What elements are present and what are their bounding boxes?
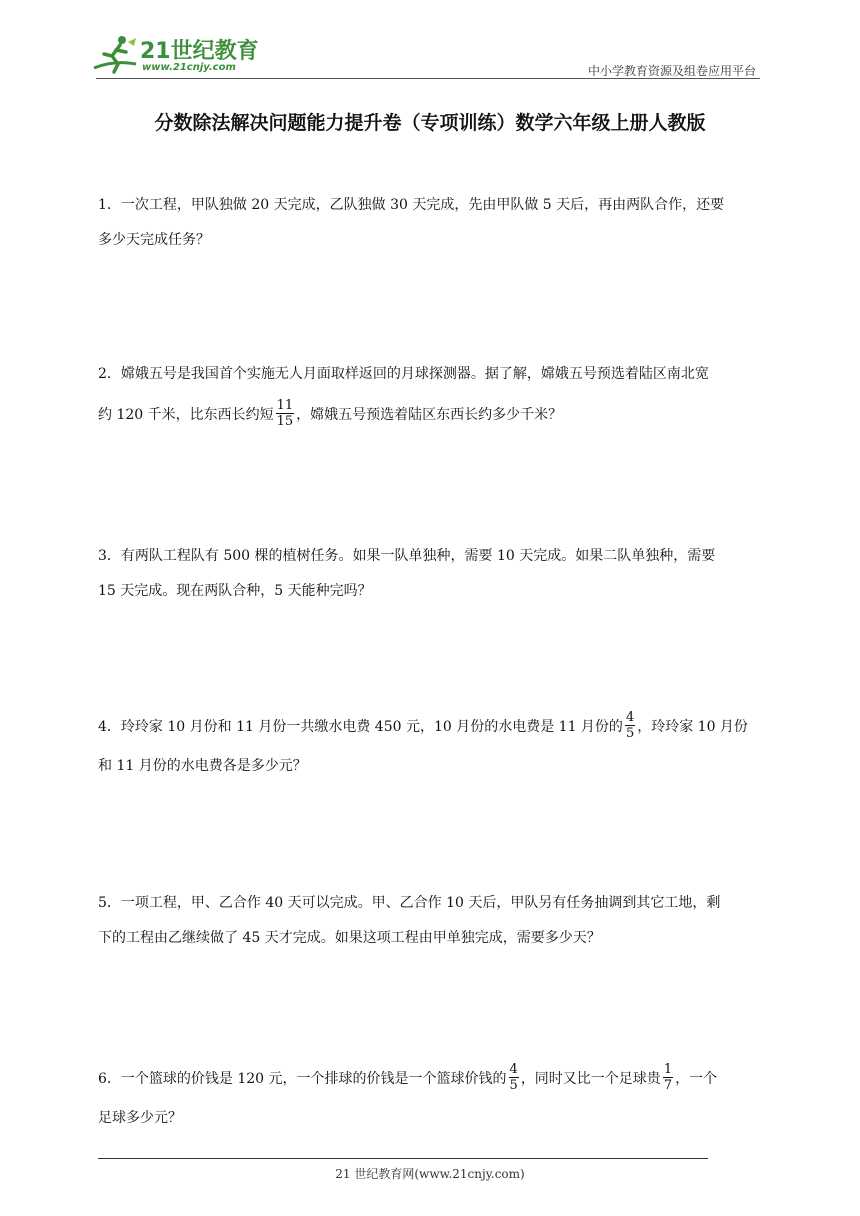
platform-slogan: 中小学教育资源及组卷应用平台 (587, 64, 756, 78)
question-5 (98, 886, 762, 956)
fraction-11-15 (276, 398, 295, 429)
question-6-text-b: ，同时又比一个足球贵 (520, 1071, 661, 1087)
fraction-denominator: 15 (276, 413, 294, 429)
site-logo (92, 34, 262, 80)
fraction-numerator: 1 (663, 1061, 673, 1077)
logo-text: 21世纪教育 (140, 39, 259, 64)
question-6-line-2: 足球多少元？ (98, 1110, 182, 1126)
question-2-text-a: 约 120 千米，比东西长约短 (98, 407, 274, 423)
question-3 (98, 539, 762, 609)
question-6-line-1 (98, 1062, 762, 1097)
question-3-line-2: 15 天完成。现在两队合种，5 天能种完吗？ (98, 583, 372, 599)
question-4-text-a: 4．玲玲家 10 月份和 11 月份一共缴水电费 450 元，10 月份的水电费是 11 月份的 (98, 719, 623, 735)
question-4 (98, 710, 762, 784)
question-6-text-a: 6．一个篮球的价钱是 120 元，一个排球的价钱是一个篮球价钱的 (98, 1071, 507, 1087)
question-4-line-2: 和 11 月份的水电费各是多少元？ (98, 758, 307, 774)
runner-logo-icon (92, 34, 138, 78)
fraction-denominator: 7 (663, 1077, 673, 1093)
question-2-text-b: ，嫦娥五号预选着陆区东西长约多少千米？ (296, 407, 563, 423)
fraction-numerator: 4 (625, 709, 635, 725)
question-5-line-2: 下的工程由乙继续做了 45 天才完成。如果这项工程由甲单独完成，需要多少天？ (98, 930, 601, 946)
question-2-line-1: 2．嫦娥五号是我国首个实施无人月面取样返回的月球探测器。据了解，嫦娥五号预选着陆区南北宽 (98, 366, 709, 382)
question-2 (98, 357, 762, 433)
question-2-line-2 (98, 398, 762, 433)
page-header (0, 0, 860, 80)
header-divider (96, 78, 760, 79)
question-4-text-b: ，玲玲家 10 月份 (637, 719, 748, 735)
question-1-line-2: 多少天完成任务？ (98, 232, 210, 248)
page-footer: 21 世纪教育网(www.21cnjy.com) (335, 1167, 525, 1181)
question-4-line-1 (98, 710, 762, 745)
footer-divider (98, 1158, 708, 1159)
fraction-4-5 (509, 1062, 519, 1093)
fraction-denominator: 5 (625, 725, 635, 741)
fraction-4-5 (625, 710, 635, 741)
fraction-1-7 (663, 1062, 673, 1093)
fraction-numerator: 11 (276, 397, 294, 413)
question-6 (98, 1062, 762, 1136)
question-5-line-1: 5．一项工程，甲、乙合作 40 天可以完成。甲、乙合作 10 天后，甲队另有任务抽调到其它工地，剩 (98, 895, 721, 911)
page-title: 分数除法解决问题能力提升卷（专项训练）数学六年级上册人教版 (154, 112, 706, 134)
question-6-text-c: ，一个 (675, 1071, 718, 1087)
logo-url: www.21cnjy.com (142, 62, 236, 73)
fraction-numerator: 4 (509, 1061, 518, 1077)
fraction-denominator: 5 (509, 1077, 518, 1093)
question-1 (98, 188, 762, 258)
question-3-line-1: 3．有两队工程队有 500 棵的植树任务。如果一队单独种，需要 10 天完成。如果二队单独种，需要 (98, 548, 716, 564)
question-1-line-1: 1．一次工程，甲队独做 20 天完成，乙队独做 30 天完成，先由甲队做 5 天后，再由两队合作，还要 (98, 197, 725, 213)
